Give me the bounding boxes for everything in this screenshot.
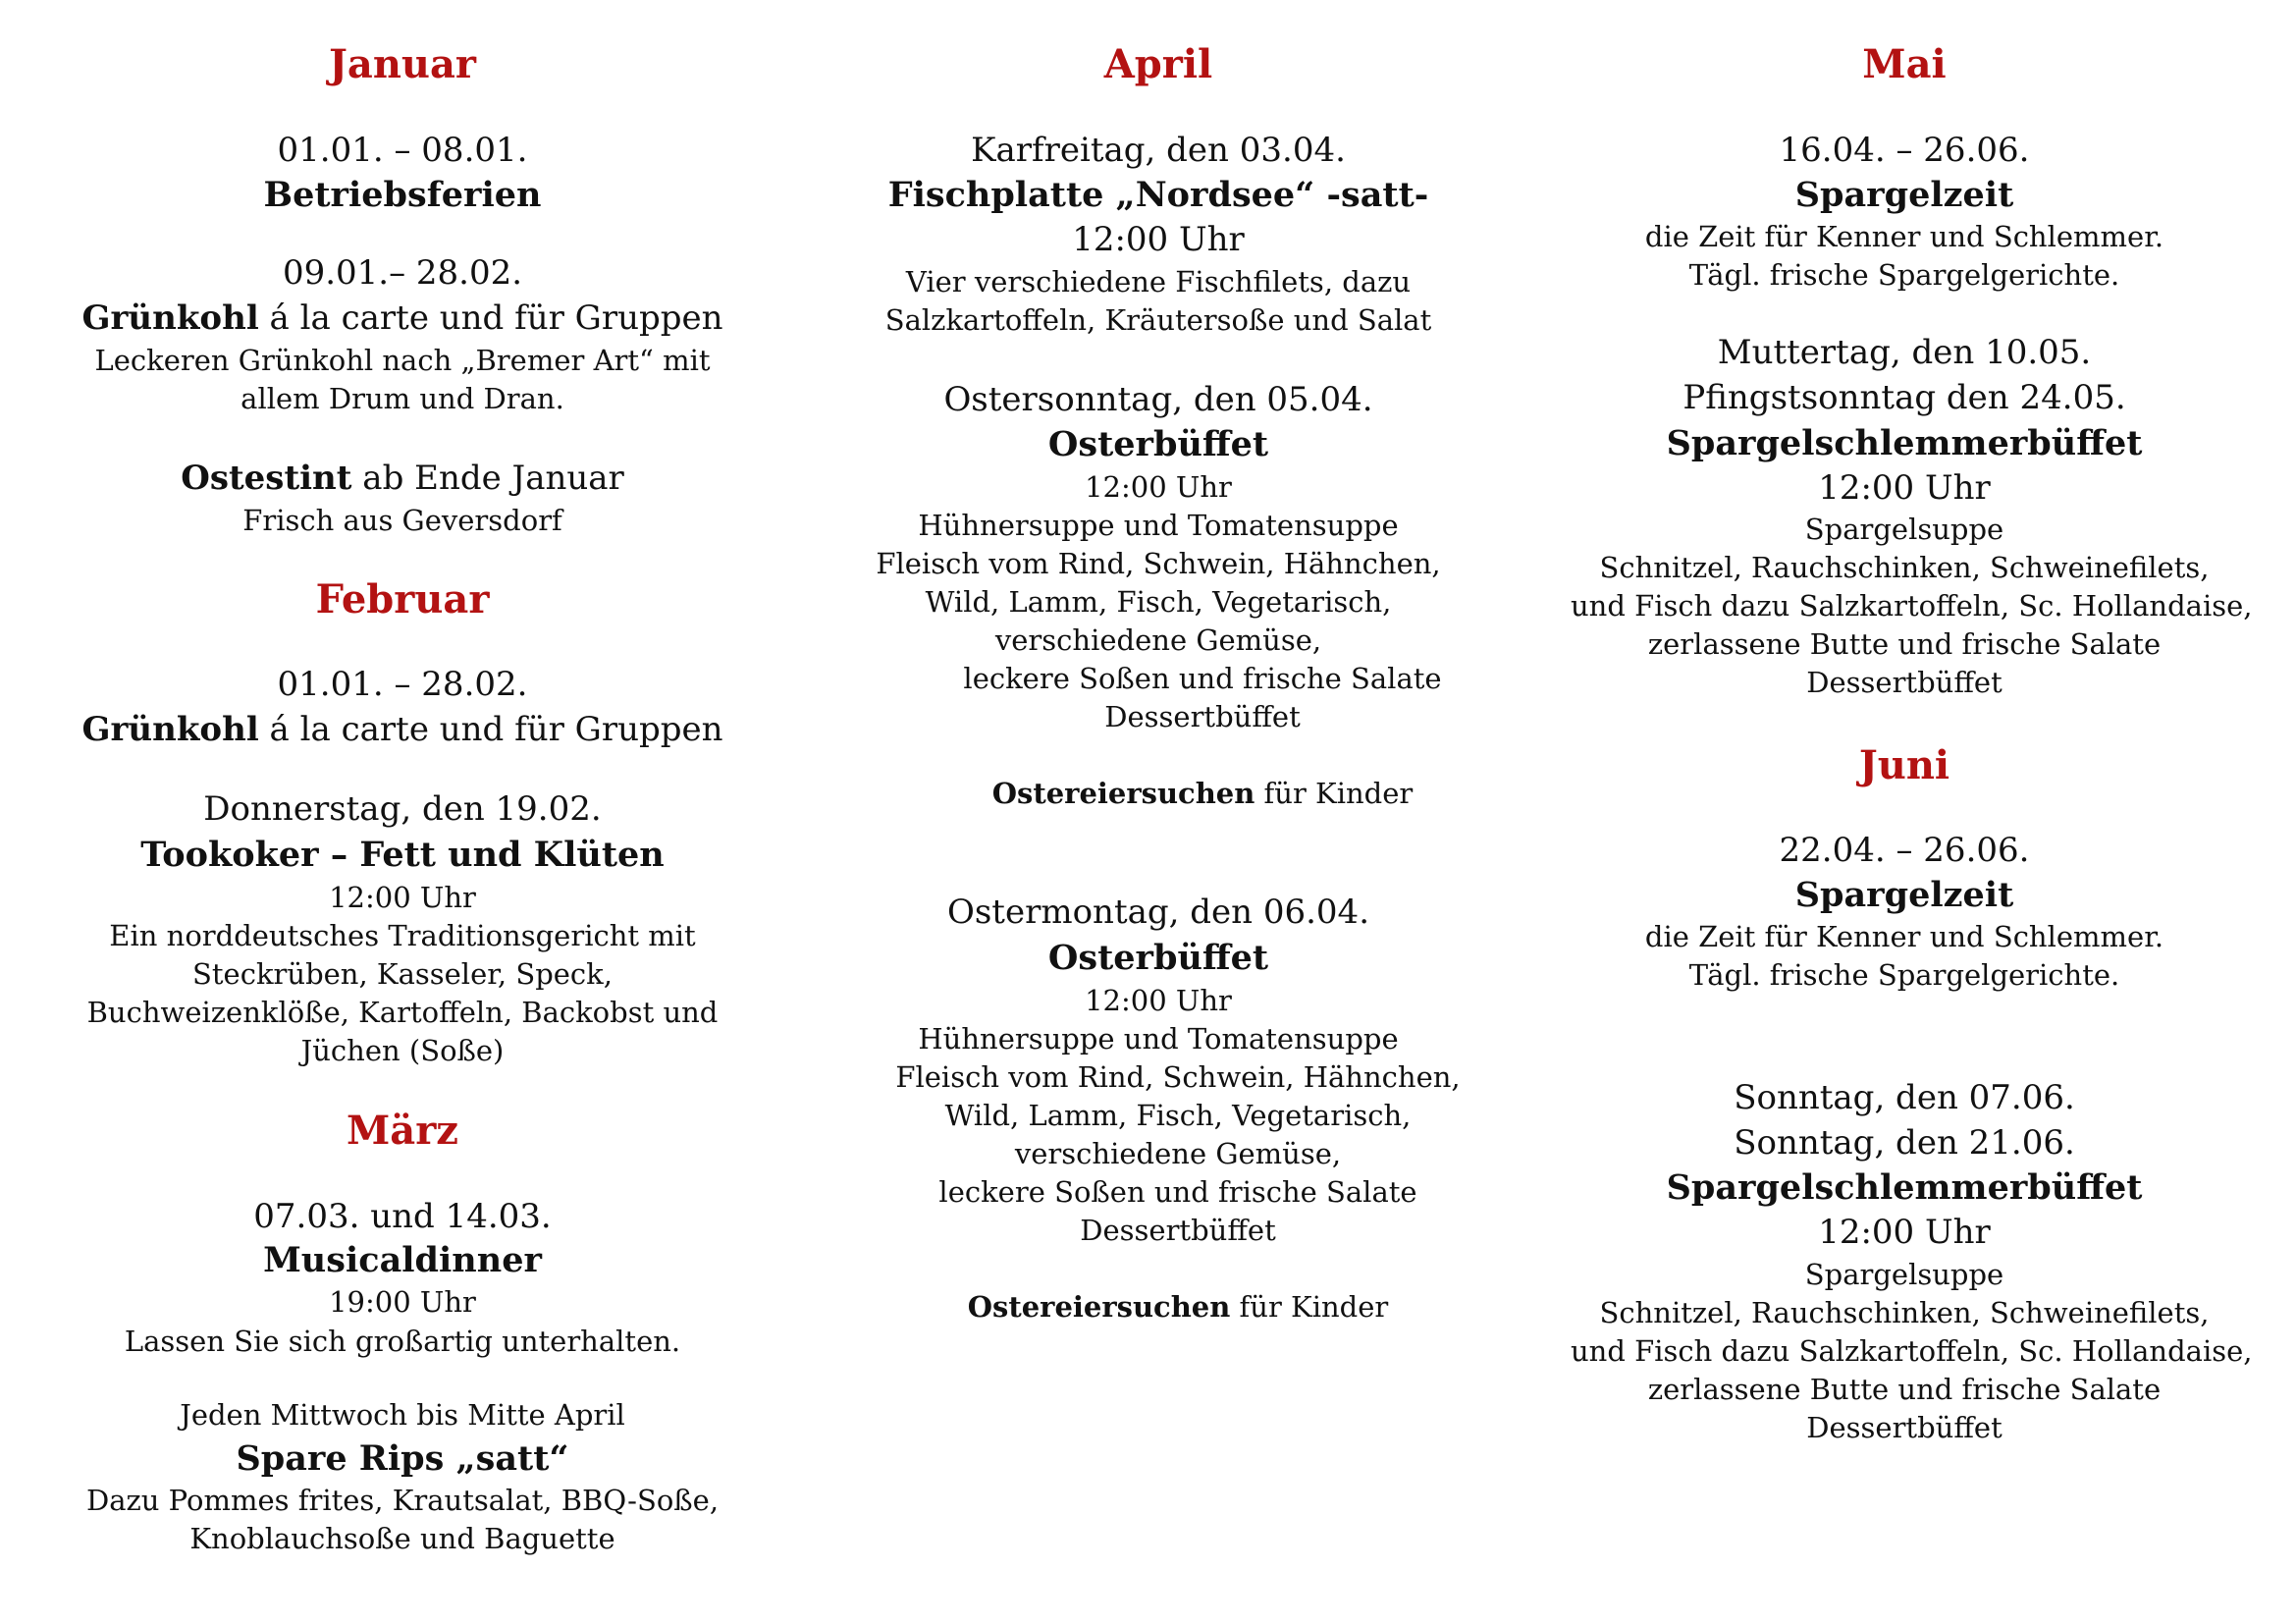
month-heading-februar: Februar — [315, 576, 490, 623]
februar-tookoker-time: 12:00 Uhr — [329, 881, 476, 914]
mai-buffet-date-2: Pfingstsonntag den 24.05. — [1682, 378, 2126, 417]
januar-gruenkohl-title-rest: á la carte und für Gruppen — [258, 298, 723, 338]
april-ostersonntag-line-2: Fleisch vom Rind, Schwein, Hähnchen, — [876, 547, 1441, 580]
maerz-spare-rips-line-1: Dazu Pommes frites, Krautsalat, BBQ-Soße, — [85, 1484, 720, 1517]
april-karfreitag-line-2: Salzkartoffeln, Kräutersoße und Salat — [884, 303, 1432, 337]
februar-tookoker-date: Donnerstag, den 19.02. — [203, 789, 602, 829]
maerz-musicaldinner-line-1: Lassen Sie sich großartig unterhalten. — [124, 1325, 681, 1358]
april-ostermontag-line-2: Fleisch vom Rind, Schwein, Hähnchen, — [895, 1060, 1461, 1094]
april-ostermontag-line-5: leckere Soßen und frische Salate — [938, 1175, 1417, 1209]
april-ostersonntag-title: Osterbüffet — [1047, 424, 1269, 464]
juni-buffet-time: 12:00 Uhr — [1818, 1213, 1991, 1252]
juni-spargelzeit-line-1: die Zeit für Kenner und Schlemmer. — [1644, 920, 2164, 953]
april-ostermontag-time: 12:00 Uhr — [1085, 984, 1232, 1017]
april-ostermontag-line-3: Wild, Lamm, Fisch, Vegetarisch, — [944, 1099, 1412, 1132]
februar-tookoker-line-2: Steckrüben, Kasseler, Speck, — [192, 957, 613, 991]
april-karfreitag-line-1: Vier verschiedene Fischfilets, dazu — [905, 265, 1412, 298]
juni-spargelzeit-date: 22.04. – 26.06. — [1779, 831, 2030, 870]
mai-buffet-line-5: Dessertbüffet — [1806, 666, 2002, 699]
juni-spargelzeit-title: Spargelzeit — [1794, 875, 2014, 915]
maerz-spare-rips-line-2: Knoblauchsoße und Baguette — [189, 1522, 615, 1555]
januar-ostestint-title-bold: Ostestint — [181, 459, 352, 498]
juni-buffet-line-3: und Fisch dazu Salzkartoffeln, Sc. Hollandaise, — [1571, 1334, 2253, 1368]
mai-buffet-line-1: Spargelsuppe — [1804, 513, 2004, 546]
februar-gruenkohl-title-rest: á la carte und für Gruppen — [258, 710, 723, 749]
januar-gruenkohl-title-bold: Grünkohl — [81, 298, 259, 338]
mai-spargelzeit-title: Spargelzeit — [1794, 175, 2014, 215]
month-heading-juni: Juni — [1858, 742, 1950, 788]
month-heading-mai: Mai — [1862, 41, 1947, 87]
juni-spargelzeit-line-2: Tägl. frische Spargelgerichte. — [1688, 958, 2120, 992]
april-ostermontag-extra — [815, 1290, 1502, 1324]
januar-gruenkohl-line-1: Leckeren Grünkohl nach „Bremer Art“ mit — [94, 344, 711, 377]
januar-betriebsferien-date: 01.01. – 08.01. — [277, 131, 528, 170]
juni-buffet-date-2: Sonntag, den 21.06. — [1734, 1123, 2075, 1163]
month-heading-april: April — [1103, 41, 1213, 87]
februar-tookoker-line-3: Buchweizenklöße, Kartoffeln, Backobst und — [86, 996, 719, 1029]
mai-spargelzeit-date: 16.04. – 26.06. — [1779, 131, 2030, 170]
juni-buffet-line-4: zerlassene Butte und frische Salate — [1647, 1373, 2162, 1406]
januar-ostestint-title — [69, 459, 736, 498]
juni-buffet-line-1: Spargelsuppe — [1804, 1258, 2004, 1291]
april-ostersonntag-extra — [815, 777, 1502, 810]
januar-betriebsferien-title: Betriebsferien — [263, 175, 542, 215]
april-ostersonntag-line-5: leckere Soßen und frische Salate — [963, 662, 1442, 695]
mai-buffet-line-2: Schnitzel, Rauchschinken, Schweinefilets, — [1599, 551, 2210, 584]
februar-tookoker-line-4: Jüchen (Soße) — [300, 1034, 505, 1067]
april-ostermontag-title: Osterbüffet — [1047, 938, 1269, 978]
april-ostersonntag-line-1: Hühnersuppe und Tomatensuppe — [918, 509, 1399, 542]
april-karfreitag-title: Fischplatte „Nordsee“ -satt- — [887, 175, 1429, 215]
month-heading-maerz: März — [347, 1108, 458, 1154]
januar-gruenkohl-title — [69, 298, 736, 338]
april-ostermontag-extra-bold: Ostereiersuchen — [967, 1290, 1231, 1324]
januar-gruenkohl-line-2: allem Drum und Dran. — [240, 382, 564, 415]
februar-tookoker-line-1: Ein norddeutsches Traditionsgericht mit — [109, 919, 696, 952]
juni-buffet-title: Spargelschlemmerbüffet — [1666, 1167, 2143, 1208]
mai-buffet-line-4: zerlassene Butte und frische Salate — [1647, 627, 2162, 661]
april-ostersonntag-extra-bold: Ostereiersuchen — [991, 777, 1255, 810]
april-ostersonntag-date: Ostersonntag, den 05.04. — [943, 380, 1373, 419]
april-ostersonntag-time: 12:00 Uhr — [1085, 470, 1232, 504]
mai-buffet-time: 12:00 Uhr — [1818, 468, 1991, 508]
mai-buffet-title: Spargelschlemmerbüffet — [1666, 423, 2143, 463]
februar-gruenkohl-date: 01.01. – 28.02. — [277, 665, 528, 704]
april-ostermontag-line-1: Hühnersuppe und Tomatensuppe — [918, 1022, 1399, 1056]
januar-ostestint-line-1: Frisch aus Geversdorf — [242, 504, 562, 537]
mai-buffet-line-3: und Fisch dazu Salzkartoffeln, Sc. Hollandaise, — [1571, 589, 2253, 623]
juni-buffet-line-2: Schnitzel, Rauchschinken, Schweinefilets, — [1599, 1296, 2210, 1329]
maerz-musicaldinner-time: 19:00 Uhr — [329, 1285, 476, 1319]
april-ostermontag-line-4: verschiedene Gemüse, — [1014, 1137, 1342, 1170]
maerz-musicaldinner-date: 07.03. und 14.03. — [253, 1197, 552, 1236]
februar-tookoker-title: Tookoker – Fett und Klüten — [140, 835, 665, 875]
juni-buffet-date-1: Sonntag, den 07.06. — [1734, 1078, 2075, 1117]
april-ostermontag-line-6: Dessertbüffet — [1080, 1214, 1276, 1247]
april-ostersonntag-line-6: Dessertbüffet — [1104, 700, 1301, 733]
april-karfreitag-time: 12:00 Uhr — [1072, 220, 1245, 259]
april-ostersonntag-line-3: Wild, Lamm, Fisch, Vegetarisch, — [925, 585, 1392, 619]
januar-ostestint-title-rest: ab Ende Januar — [351, 459, 624, 498]
mai-spargelzeit-line-2: Tägl. frische Spargelgerichte. — [1688, 258, 2120, 292]
month-heading-januar: Januar — [329, 41, 476, 87]
maerz-spare-rips-intro: Jeden Mittwoch bis Mitte April — [180, 1398, 625, 1432]
januar-gruenkohl-date: 09.01.– 28.02. — [282, 253, 523, 293]
april-ostersonntag-line-4: verschiedene Gemüse, — [994, 623, 1322, 657]
februar-gruenkohl-title — [69, 710, 736, 749]
juni-buffet-line-5: Dessertbüffet — [1806, 1411, 2002, 1444]
april-ostermontag-date: Ostermontag, den 06.04. — [946, 893, 1369, 932]
maerz-musicaldinner-title: Musicaldinner — [263, 1240, 542, 1280]
mai-buffet-date-1: Muttertag, den 10.05. — [1717, 333, 2092, 372]
mai-spargelzeit-line-1: die Zeit für Kenner und Schlemmer. — [1644, 220, 2164, 253]
februar-gruenkohl-title-bold: Grünkohl — [81, 710, 259, 749]
maerz-spare-rips-title: Spare Rips „satt“ — [236, 1438, 569, 1479]
april-ostermontag-extra-rest: für Kinder — [1230, 1290, 1389, 1324]
april-ostersonntag-extra-rest: für Kinder — [1255, 777, 1414, 810]
april-karfreitag-date: Karfreitag, den 03.04. — [971, 131, 1346, 170]
